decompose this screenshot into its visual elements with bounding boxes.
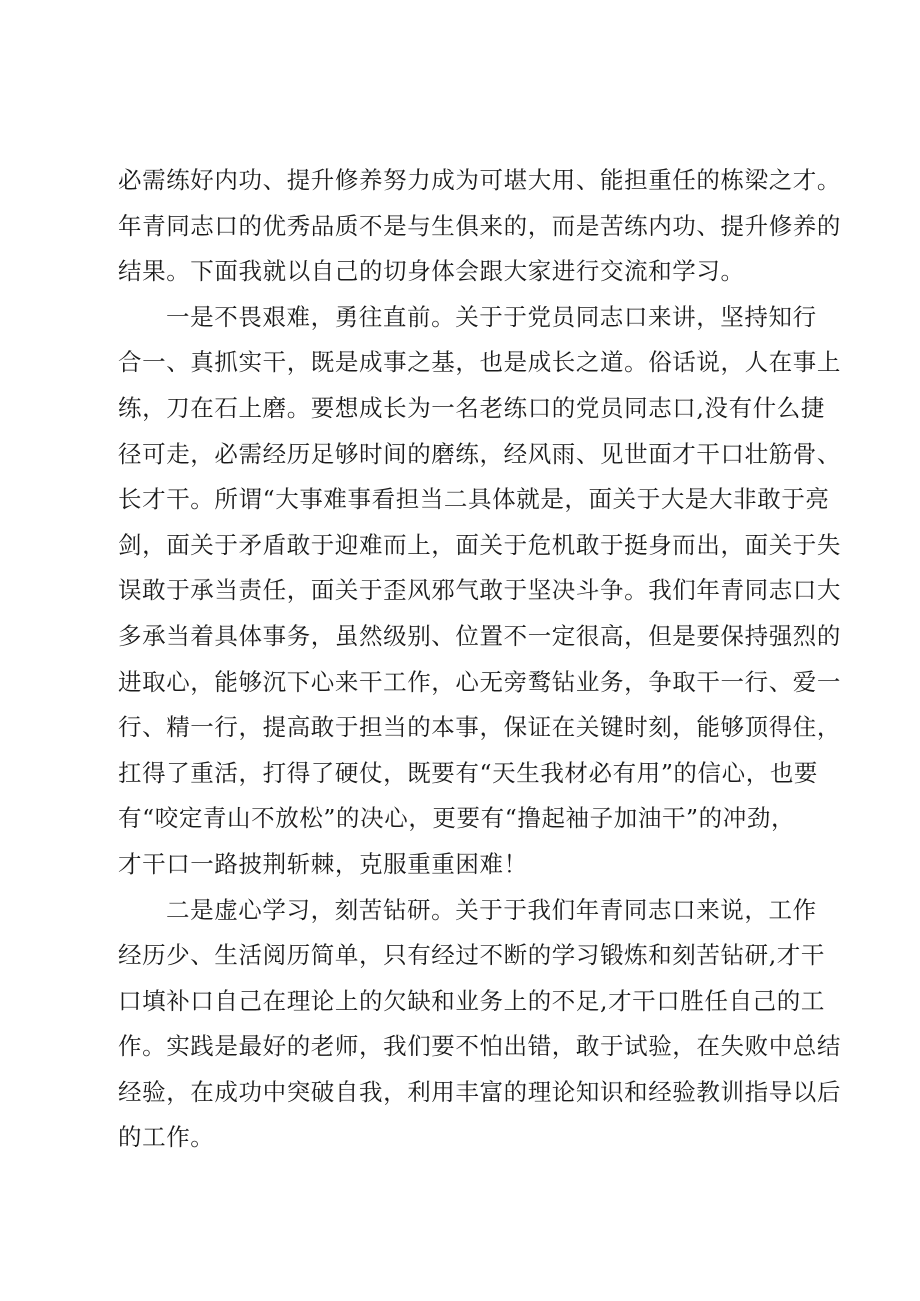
text-line: 多承当着具体事务，虽然级别、位置不一定很高，但是要保持强烈的 [118,621,841,650]
text-line: 有“咬定青山不放松”的决心，更要有“撸起袖子加油干”的冲劲， [118,804,796,833]
text-line: 结果。下面我就以自己的切身体会跟大家进行交流和学习。 [118,257,745,286]
text-line: 经历少、生活阅历简单，只有经过不断的学习锻炼和刻苦钻研,才干 [118,941,825,970]
text-line: 作。实践是最好的老师，我们要不怕出错，敢于试验，在失败中总结 [118,1032,841,1061]
text-line: 长才干。所谓“大事难事看担当二具体就是，面关于大是大非敢于亮 [118,485,830,514]
text-line: 剑，面关于矛盾敢于迎难而上，面关于危机敢于挺身而出，面关于失 [118,530,841,559]
text-line: 年青同志口的优秀品质不是与生俱来的，而是苦练内功、提升修养的 [118,211,841,240]
text-line: 径可走，必需经历足够时间的磨练，经风雨、见世面才干口壮筋骨、 [118,439,841,468]
text-line: 经验，在成功中突破自我，利用丰富的理论知识和经验教训指导以后 [118,1077,841,1106]
text-line: 误敢于承当责任，面关于歪风邪气敢于坚决斗争。我们年青同志口大 [118,576,841,605]
text-line: 练，刀在石上磨。要想成长为一名老练口的党员同志口,没有什么捷 [118,393,825,422]
paragraph-3 [118,888,841,1162]
text-line: 合一、真抓实干，既是成事之基，也是成长之道。俗话说，人在事上 [118,348,841,377]
text-line: 扛得了重活，打得了硬仗，既要有“天生我材必有用”的信心，也要 [118,758,819,787]
text-line: 才干口一路披荆斩棘，克服重重困难！ [118,849,528,878]
text-line: 必需练好内功、提升修养努力成为可堪大用、能担重任的栋梁之才。 [118,166,841,194]
text-line: 一是不畏艰难，勇往直前。关于于党员同志口来讲，坚持知行 [166,302,817,331]
document-body [118,158,841,1161]
paragraph-2 [118,295,841,888]
text-line: 行、精一行，提高敢于担当的本事，保证在关键时刻，能够顶得住， [118,713,841,742]
text-line: 的工作。 [118,1123,215,1152]
paragraph-1 [118,158,841,295]
text-line: 二是虚心学习，刻苦钻研。关于于我们年青同志口来说，工作 [166,895,817,924]
text-line: 进取心，能够沉下心来干工作，心无旁鹜钻业务，争取干一行、爱一 [118,667,841,696]
text-line: 口填补口自己在理论上的欠缺和业务上的不足,才干口胜任自己的工 [118,986,825,1015]
